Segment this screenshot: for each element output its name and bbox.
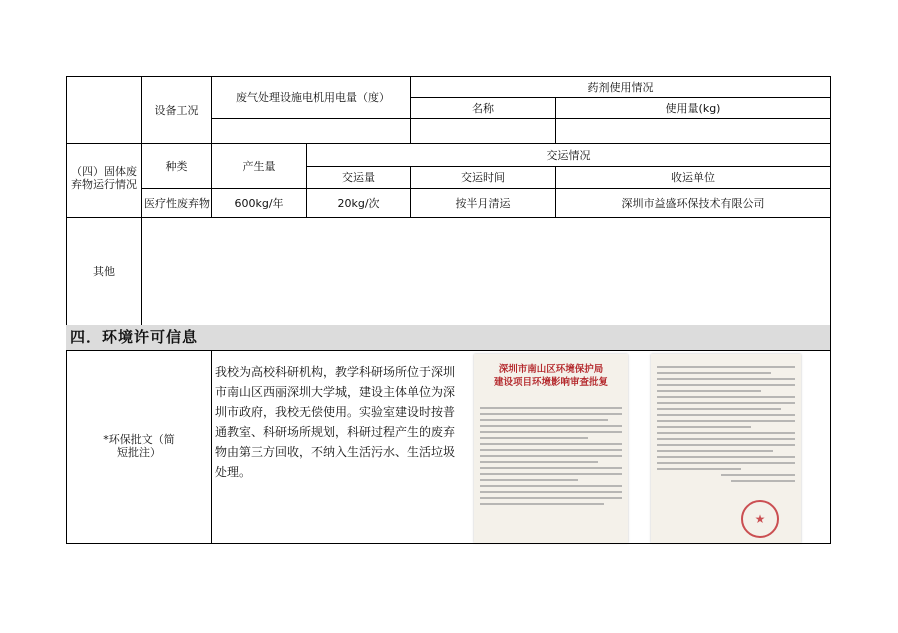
doc-text-line (480, 461, 598, 463)
approval-document-image-1 (474, 354, 628, 543)
doc1-heading-line2: 建设项目环境影响审查批复 (493, 377, 608, 388)
doc-text-line (657, 468, 741, 470)
doc-text-line (480, 479, 578, 481)
doc-text-line (657, 462, 795, 464)
doc-text-line (657, 432, 795, 434)
doc-text-line (480, 497, 622, 499)
doc-text-line (657, 438, 795, 440)
doc-text-line (657, 372, 771, 374)
doc-text-line (480, 413, 622, 415)
doc-text-line (480, 407, 622, 409)
chemical-name-header: 名称 (472, 101, 494, 115)
other-label: 其他 (93, 265, 115, 278)
transfer-amount-header: 交运量 (342, 171, 375, 184)
rule (211, 118, 830, 119)
doc-text-line (480, 449, 622, 451)
doc-text-line (480, 425, 622, 427)
transfer-amount-cell: 20kg/次 (337, 196, 380, 210)
doc-text-line (480, 437, 588, 439)
waste-type-header: 种类 (165, 159, 188, 173)
table-border-bottom (66, 543, 831, 544)
section-title: 四．环境许可信息 (70, 328, 199, 346)
transfer-time-cell: 按半月清运 (455, 196, 511, 210)
transfer-header: 交运情况 (546, 148, 591, 162)
table-border-right (830, 76, 831, 544)
receiver-header: 收运单位 (671, 171, 715, 184)
waste-output-header: 产生量 (242, 159, 276, 173)
official-seal-icon: ★ (741, 500, 779, 538)
doc-text-line (657, 390, 761, 392)
solid-waste-label: （四）固体废弃物运行情况 (71, 165, 137, 191)
rule (66, 217, 831, 218)
doc-text-line (731, 480, 795, 482)
doc-text-line (480, 467, 622, 469)
doc-text-line (657, 408, 781, 410)
doc-text-line (480, 485, 622, 487)
transfer-time-header: 交运时间 (461, 171, 505, 184)
approval-label: *环保批文（简短批注） (103, 433, 175, 459)
doc-text-line (657, 378, 795, 380)
doc-text-line (480, 455, 622, 457)
waste-output-cell: 600kg/年 (234, 196, 284, 210)
power-usage-header: 废气处理设施电机用电量（度） (236, 90, 390, 104)
doc-text-line (657, 414, 795, 416)
doc-text-line (480, 431, 622, 433)
doc-text-line (657, 420, 795, 422)
doc-text-line (480, 419, 608, 421)
rule (66, 350, 831, 351)
doc-text-line (480, 491, 622, 493)
waste-type-cell: 医疗性废弃物 (144, 196, 210, 210)
doc-text-line (657, 402, 795, 404)
doc-text-line (657, 450, 773, 452)
doc-text-line (657, 384, 795, 386)
equipment-status-label: 设备工况 (154, 103, 199, 117)
receiver-cell: 深圳市益盛环保技术有限公司 (621, 196, 765, 210)
doc-text-line (721, 474, 795, 476)
approval-text: 我校为高校科研机构，教学科研场所位于深圳市南山区西丽深圳大学城，建设主体单位为深圳市政府，我校无偿使用。实验室建设时按普通教室、科研场所规划，科研过程产生的废弃物由第三方回收，不纳入生活污水、生活垃圾处理。 (215, 365, 456, 479)
doc-text-line (480, 503, 604, 505)
rule (211, 76, 212, 143)
rule (211, 350, 212, 543)
doc-text-line (480, 473, 622, 475)
chemical-amount-header: 使用量(kg) (665, 101, 721, 115)
doc-text-line (657, 426, 751, 428)
doc-text-line (657, 396, 795, 398)
doc-text-line (480, 443, 622, 445)
doc-text-line (657, 444, 795, 446)
doc1-heading-line1: 深圳市南山区环境保护局 (498, 364, 604, 375)
chemical-usage-header: 药剂使用情况 (587, 80, 654, 94)
doc-text-line (657, 456, 795, 458)
doc-text-line (657, 366, 795, 368)
approval-document-image-2 (651, 354, 801, 543)
